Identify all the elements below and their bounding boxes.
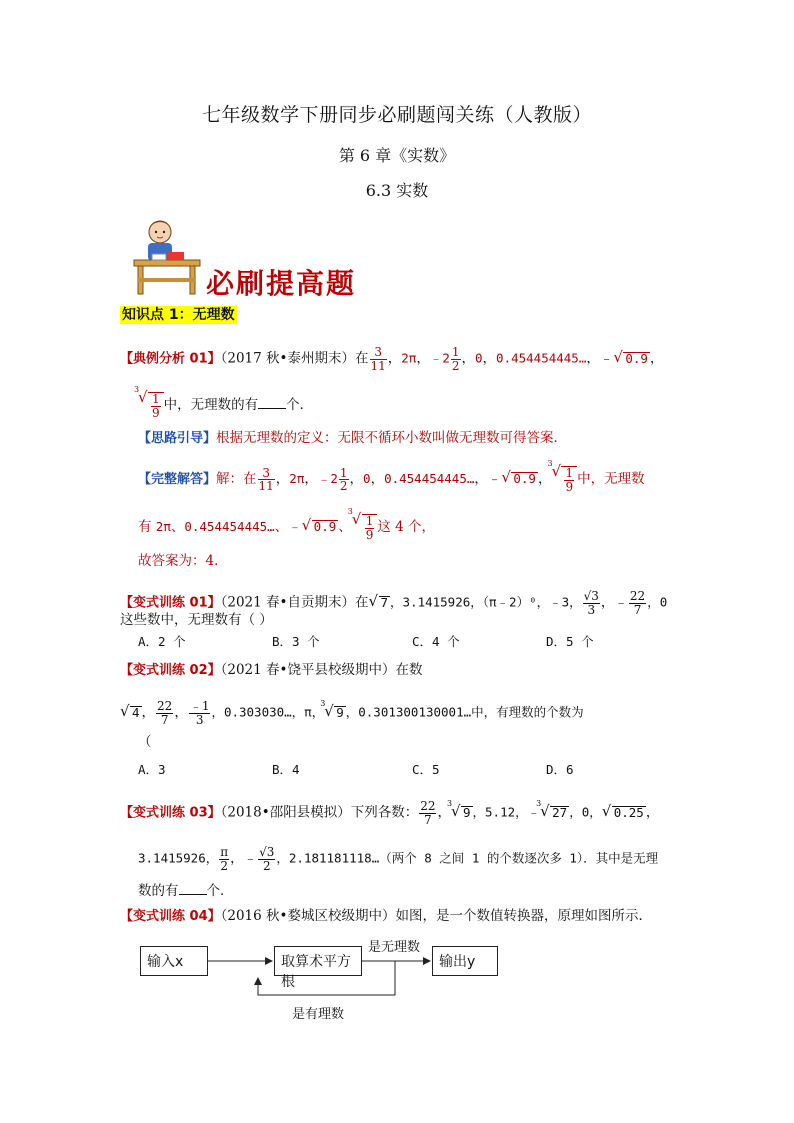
page-title: 七年级数学下册同步必刷题闯关练（人教版） [201, 104, 592, 126]
sqrt-body: 0.25 [613, 804, 644, 820]
final-answer: 故答案为：4． [138, 553, 228, 569]
root-index: 3 [547, 459, 553, 468]
frac-den: 7 [160, 712, 169, 727]
frac-den: 9 [565, 479, 574, 494]
cbrt-body: 27 [552, 804, 568, 820]
v3-line3: 数的有 [138, 883, 179, 899]
v1-rest2: ，0 [647, 594, 668, 610]
item-decimal: 0.454454445… [384, 471, 475, 487]
answer-tag: 【完整解答】 [138, 472, 217, 488]
frac-num: 22 [157, 699, 173, 713]
sqrt-body: 4 [132, 704, 140, 720]
item-decimal: 0.454454445… [496, 350, 587, 366]
v2-paren: （ [138, 734, 152, 750]
frac-den: 9 [152, 405, 160, 420]
v3-rest1: ，5.12，﹣ [472, 804, 541, 820]
v4-source: （2016 秋•婺城区校级期中）如图，是一个数值转换器，原理如图所示． [220, 908, 652, 924]
v1-neg: ，﹣ [600, 594, 628, 611]
example-line-2: 3 √ $\frac{1}{9}$ 中，无理数的有 个． [134, 385, 314, 420]
hint-text: 根据无理数的定义：无限不循环小数叫做无理数可得答案． [216, 430, 568, 446]
v1-line-2: 这些数中，无理数有（ ） [120, 612, 273, 628]
frac-num: 22 [629, 589, 646, 603]
root-index: 3 [347, 507, 353, 516]
v2-rest1: ，0.303030…，π， [211, 704, 325, 720]
input-box: 输入x [140, 946, 208, 976]
v2-option-c[interactable]: C．5 [412, 762, 440, 777]
process-box: 取算术平方根 [274, 946, 362, 976]
frac-den: 7 [633, 602, 642, 617]
sqrt-body: 7 [380, 594, 389, 610]
v3-rest2: ，0， [569, 804, 602, 820]
knowledge-point-label: 知识点 1：无理数 [122, 307, 235, 323]
yes-label: 是无理数 [368, 940, 421, 955]
answer-mid: 中，无理数 [577, 471, 645, 488]
v3-line2-start: 3.1415926， [138, 850, 219, 866]
frac-num: 3 [258, 467, 275, 481]
frac-den: 3 [587, 602, 596, 617]
v2-rest2: ，0.301300130001…中，有理数的个数为 [345, 704, 584, 720]
frac-den: 11 [370, 358, 386, 373]
v1-line-1: 【变式训练 01】（2021 春•自贡期末）在 √ 7 ，3.1415926，（π﹣2）⁰，﹣3， $\frac{√3}{3}$ ，﹣ $\frac{22}{7}$ ，0 [120, 589, 668, 617]
frac-num: 1 [365, 514, 374, 528]
item-mixed: ﹣2 [317, 471, 338, 487]
frac-den: 2 [451, 358, 460, 373]
v3-neg: ，﹣ [230, 850, 258, 867]
v2-option-d[interactable]: D．6 [546, 762, 574, 777]
example-tag: 【典例分析 01】 [120, 351, 221, 367]
answer-line-2: 有 2π、0.454454445…、﹣ √ 0.9 、 3 √ $\frac{1}{9}$ 这 4 个， [138, 507, 436, 542]
frac-num: 1 [152, 392, 160, 406]
frac-den: 3 [195, 712, 204, 727]
v2-option-b[interactable]: B．4 [272, 762, 300, 777]
output-box: 输出y [432, 946, 498, 976]
answer-line2-end: 这 4 个， [377, 519, 436, 536]
section-title: 6.3 实数 [365, 181, 429, 200]
frac-num: ﹣1 [189, 699, 210, 713]
answer-line-1: 【完整解答】解：在 $\frac{3}{11}$ ，2π，﹣2 $\frac{1}{2}$ ，0，0.454454445…，﹣ √ 0.9 ， 3 √ $\frac{1}{9}$ 中，无理数 [138, 459, 645, 494]
v1-option-a[interactable]: A．2 个 [138, 634, 186, 649]
v1-option-c[interactable]: C．4 个 [412, 634, 460, 649]
v1-option-d[interactable]: D．5 个 [546, 634, 594, 649]
hint-tag: 【思路引导】 [138, 431, 217, 446]
chapter-title: 第 6 章《实数》 [338, 146, 456, 165]
v3-tag: 【变式训练 03】 [120, 805, 221, 821]
item-zero: 0 [475, 350, 483, 366]
v2-neg: ， [174, 704, 188, 721]
v1-option-b[interactable]: B．3 个 [272, 634, 320, 649]
frac-num: 1 [451, 345, 460, 359]
v1-rest1: ，3.1415926，（π﹣2）⁰，﹣3， [390, 594, 582, 610]
item-2pi: 2π [401, 350, 417, 366]
frac-num: π [220, 845, 229, 859]
frac-den: 2 [262, 858, 271, 873]
example-source: （2017 秋•泰州期末）在 [220, 350, 369, 367]
cbrt-body: 9 [336, 704, 344, 720]
root-index: 3 [134, 385, 140, 394]
item-zero: 0 [363, 471, 371, 487]
v2-tag: 【变式训练 02】 [120, 663, 221, 678]
frac-num: 22 [420, 799, 436, 813]
frac-num: 1 [565, 466, 574, 480]
example-tail: 中，无理数的有 [163, 397, 259, 414]
v2-source: （2021 春•饶平县校级期中）在数 [220, 662, 423, 678]
item-2pi: 2π [155, 519, 171, 535]
answer-line2-start: 有 [138, 519, 152, 536]
item-2pi: 2π [289, 471, 305, 487]
v2-option-a[interactable]: A．3 [138, 762, 166, 777]
v3-line-1: 【变式训练 03】（2018•邵阳县模拟）下列各数： $\frac{22}{7}$ ， 3 √ 9 ，5.12，﹣ 3 √ 27 ，0， √ 0.25 ， [120, 798, 660, 827]
frac-num: √3 [259, 845, 275, 859]
v2-line-2: √ 4 ， $\frac{22}{7}$ ， $\frac{﹣1}{3}$ ，0.303030…，π， 3 √ 9 ，0.301300130001…中，有理数的个数为 [120, 698, 584, 727]
v3-source: （2018•邵阳县模拟）下列各数： [220, 804, 419, 821]
banner-title: 必刷提高题 [206, 267, 357, 300]
frac-den: 9 [365, 527, 374, 542]
sqrt-body: 0.9 [313, 519, 337, 535]
frac-num: 3 [370, 346, 387, 360]
no-label: 是有理数 [292, 1007, 345, 1022]
v1-tag: 【变式训练 01】 [120, 595, 221, 611]
v1-source: （2021 春•自贡期末）在 [220, 594, 369, 611]
frac-num: 1 [339, 465, 348, 480]
example-line-1: 【典例分析 01】（2017 秋•泰州期末）在 $\frac{3}{11}$ ，2π，﹣2 $\frac{1}{2}$ ，0，0.454454445…，﹣ √ 0.9 ， [120, 345, 664, 373]
v4-tag: 【变式训练 04】 [120, 909, 221, 924]
item-decimal: 0.454454445… [184, 519, 275, 535]
frac-den: 2 [220, 858, 228, 873]
v3-line3-end: 个． [206, 883, 234, 899]
answer-start: 解：在 [216, 471, 257, 488]
frac-den: 7 [424, 812, 432, 827]
item-mixed: ﹣2 [429, 350, 450, 366]
example-tail-end: 个． [286, 397, 314, 414]
sqrt-body: 0.9 [625, 350, 648, 366]
frac-den: 11 [258, 479, 274, 494]
frac-den: 2 [339, 479, 348, 494]
v3-line2-end: ，2.181181118…（两个 8 之间 1 的个数逐次多 1）．其中是无理 [276, 850, 659, 866]
sqrt-body: 0.9 [513, 471, 536, 487]
cbrt-body: 9 [462, 804, 471, 820]
frac-num: √3 [583, 589, 599, 603]
